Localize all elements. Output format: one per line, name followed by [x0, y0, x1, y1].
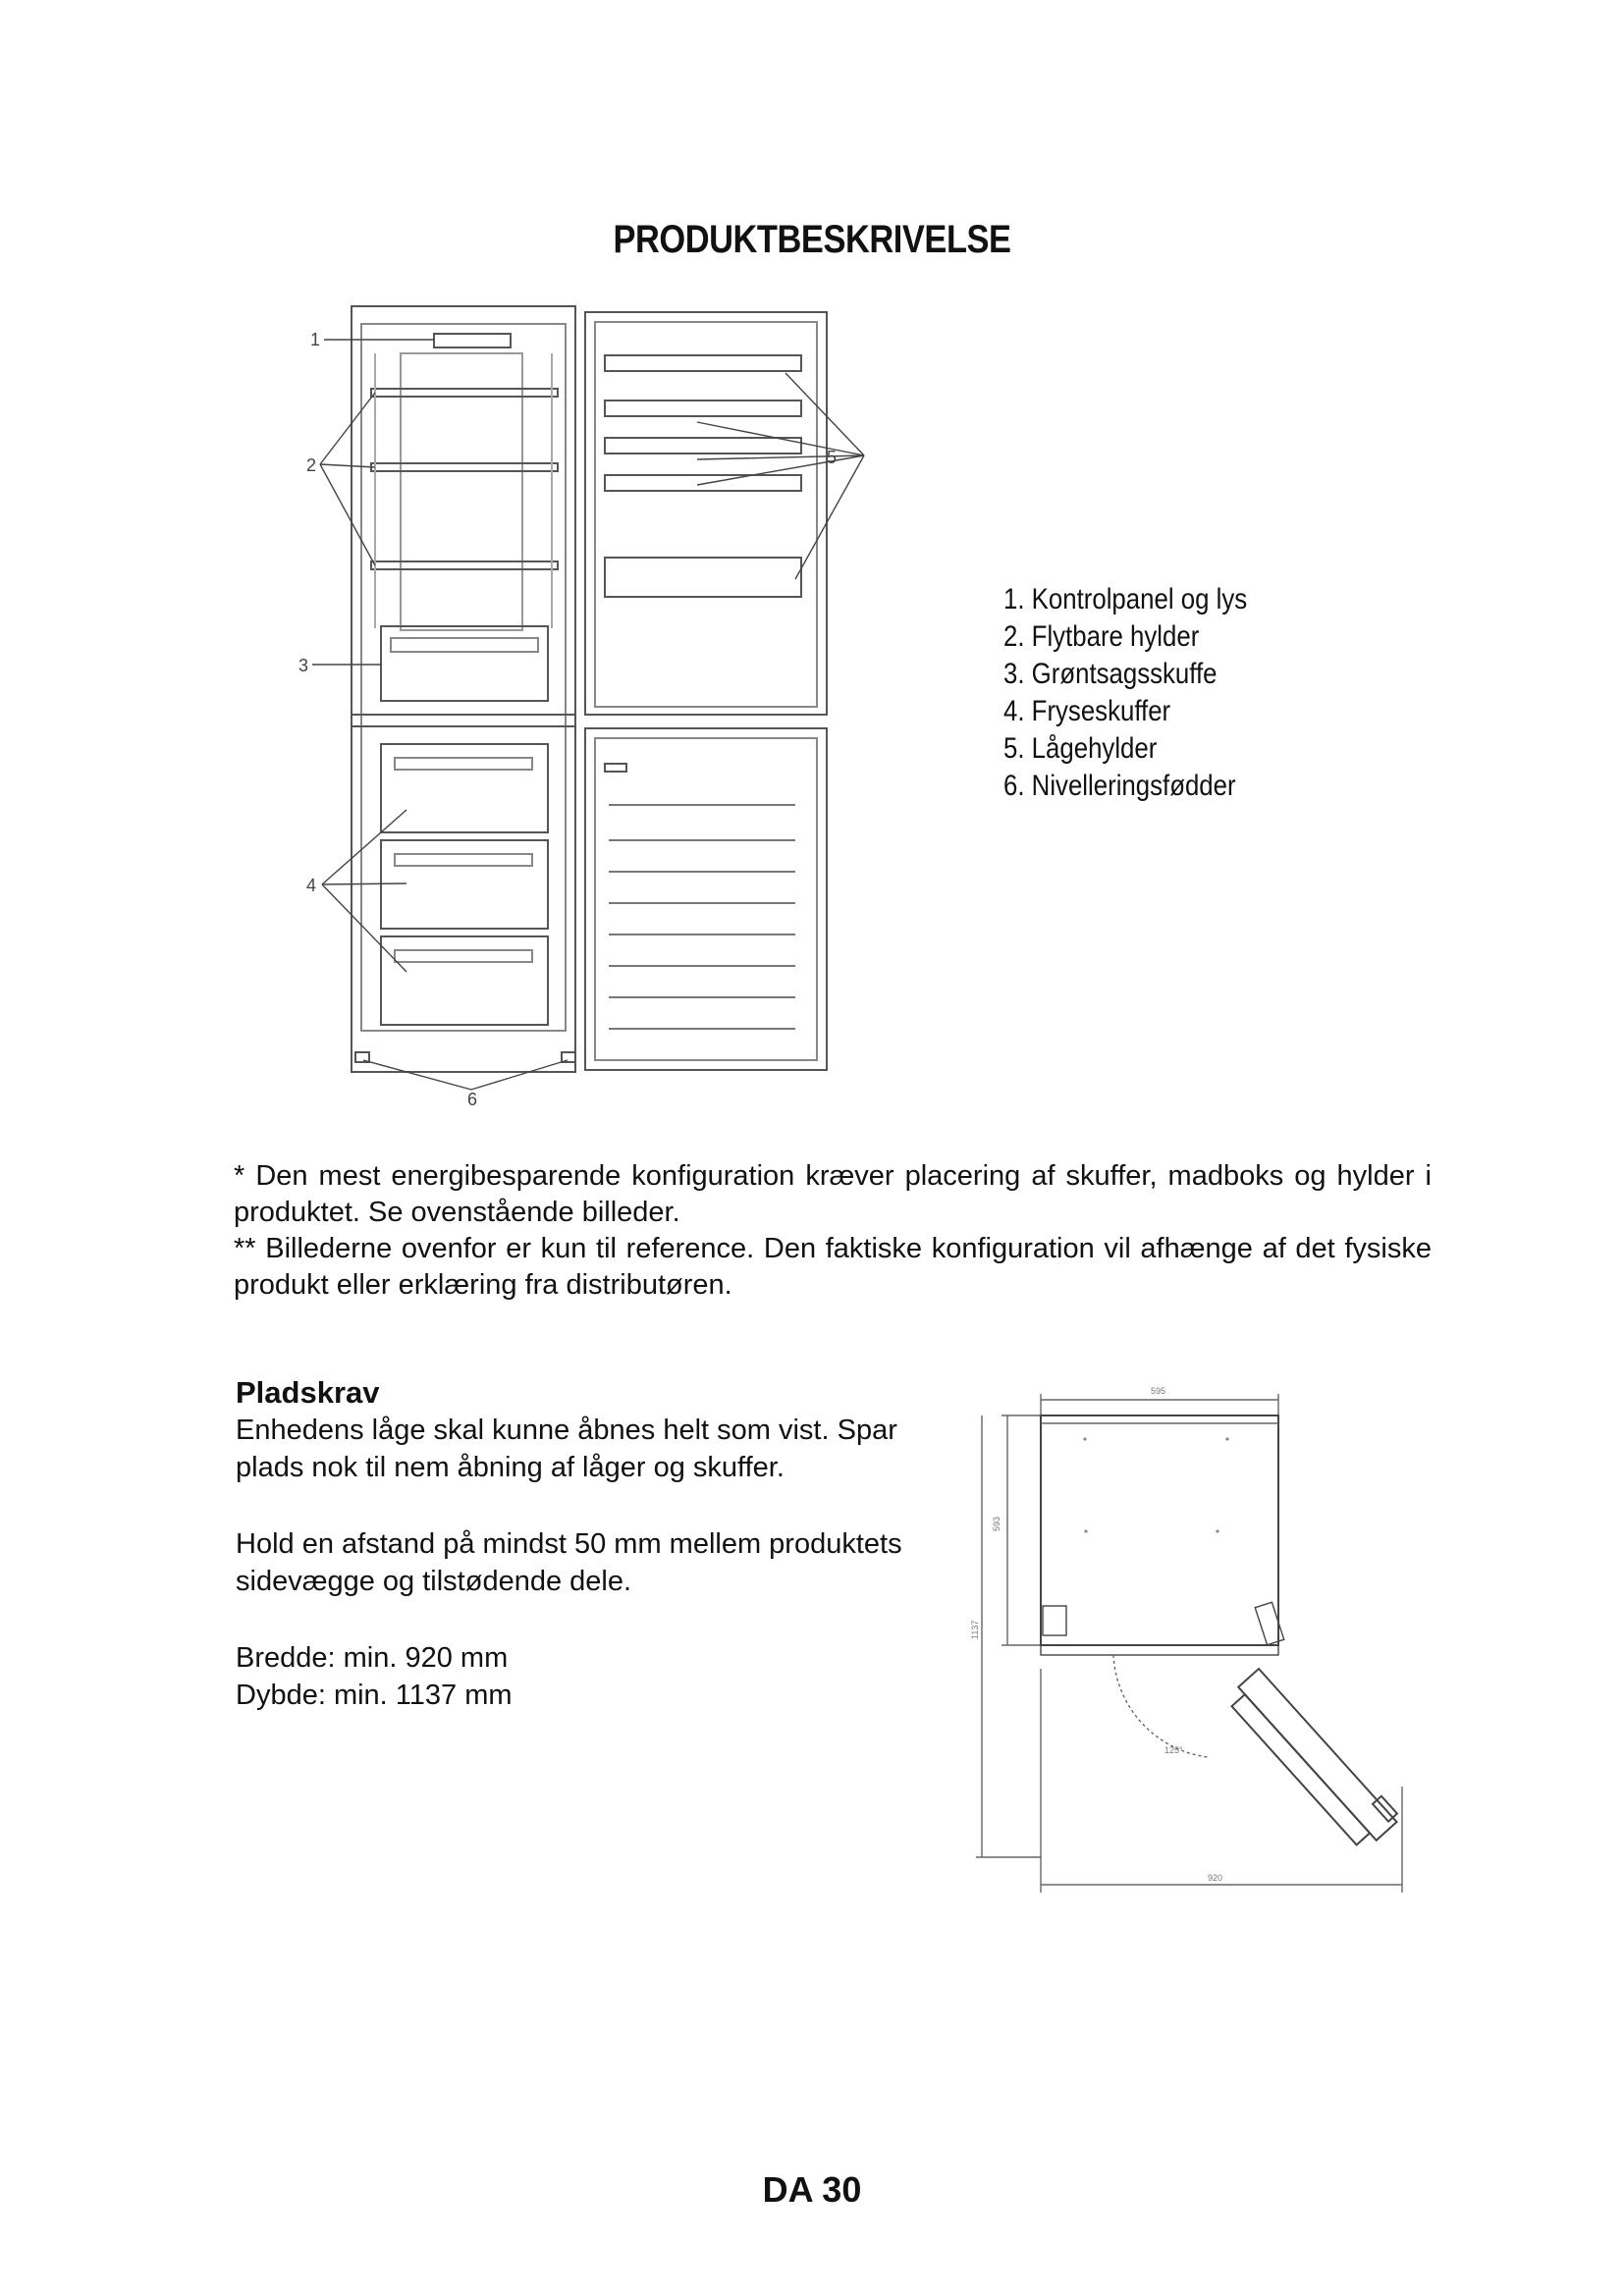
- dimension-depth-label: 593: [992, 1516, 1001, 1531]
- legend-item: 5. Lågehylder: [1003, 732, 1158, 765]
- dimension-total-depth-label: 1137: [970, 1620, 980, 1639]
- callout-5: 5: [827, 448, 838, 467]
- dimension-angle-label: 125°: [1164, 1745, 1183, 1755]
- page-title: PRODUKTBESKRIVELSE: [613, 218, 1011, 261]
- callout-1: 1: [310, 330, 321, 349]
- space-paragraph-1: Enhedens låge skal kunne åbnes helt som vist. Spar plads nok til nem åbning af låger og skuffer.: [236, 1415, 897, 1483]
- callout-6: 6: [467, 1090, 478, 1109]
- space-width: Bredde: min. 920 mm: [236, 1642, 509, 1674]
- legend-item: 1. Kontrolpanel og lys: [1003, 583, 1248, 615]
- callout-2: 2: [306, 455, 317, 475]
- dimension-width-label: 595: [1151, 1386, 1166, 1396]
- page-number: DA 30: [762, 2169, 862, 2210]
- note-reference: ** Billederne ovenfor er kun til reference. Den faktiske konfiguration vil afhænge af det fysiske produkt eller erklæring fra distributøren.: [234, 1233, 1432, 1301]
- legend-list: [1003, 581, 1247, 805]
- legend-item: 6. Nivelleringsfødder: [1003, 770, 1236, 802]
- callout-4: 4: [306, 876, 317, 895]
- legend-item: 3. Grøntsagsskuffe: [1003, 658, 1218, 690]
- legend-item: 2. Flytbare hylder: [1003, 620, 1200, 653]
- callout-3: 3: [298, 656, 309, 675]
- dimension-total-width-label: 920: [1208, 1873, 1223, 1883]
- notes-section: [234, 1158, 1432, 1304]
- space-requirements: [236, 1374, 923, 1714]
- fridge-diagram: [285, 294, 854, 1109]
- note-energy: * Den mest energibesparende konfiguration kræver placering af skuffer, madboks og hylder i produktet. Se ovenstående billeder.: [234, 1160, 1432, 1228]
- space-depth: Dybde: min. 1137 mm: [236, 1680, 513, 1711]
- space-paragraph-2: Hold en afstand på mindst 50 mm mellem produktets sidevægge og tilstødende dele.: [236, 1528, 902, 1597]
- space-heading: Pladskrav: [236, 1375, 380, 1410]
- dimension-drawing: [972, 1374, 1414, 1904]
- legend-item: 4. Fryseskuffer: [1003, 695, 1171, 727]
